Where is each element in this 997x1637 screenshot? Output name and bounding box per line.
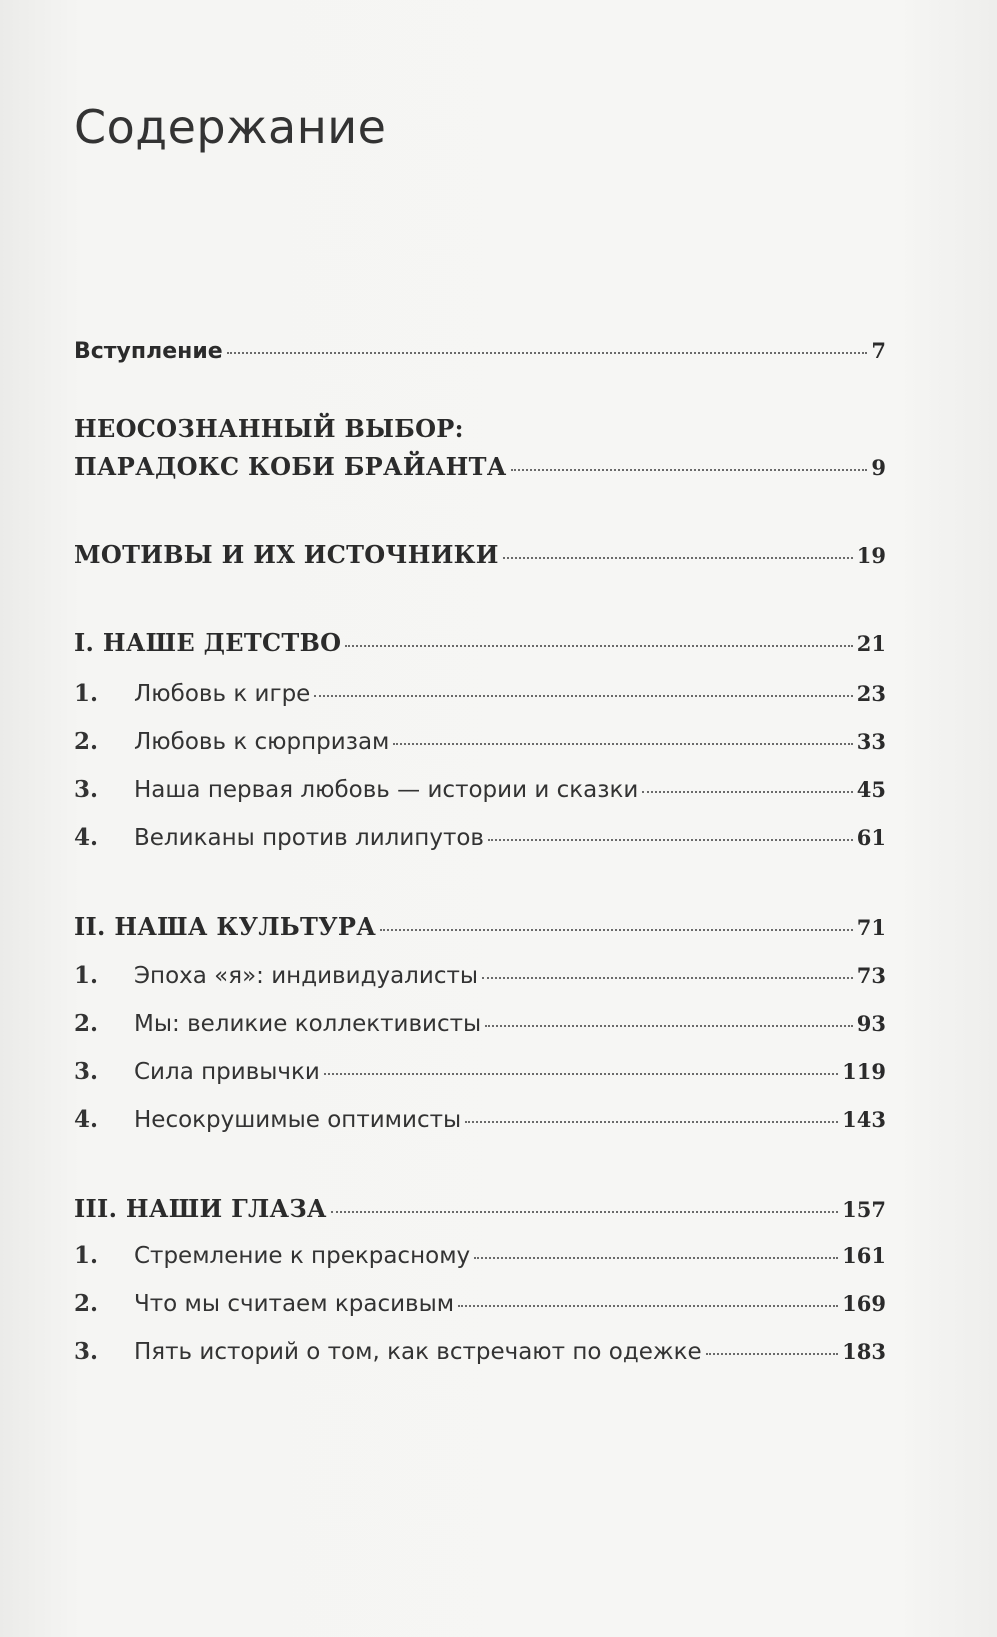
toc-label: Пять историй о том, как встречают по одежке — [134, 1339, 702, 1365]
toc-entry-section1-item4[interactable] — [74, 824, 886, 851]
toc-leader — [503, 557, 853, 559]
toc-page-number: 23 — [856, 681, 886, 706]
toc-entry-section2[interactable] — [74, 912, 886, 941]
toc-page-number: 143 — [842, 1107, 886, 1132]
toc-page-number: 7 — [871, 338, 886, 363]
toc-label: ПАРАДОКС КОБИ БРАЙАНТА — [74, 452, 507, 481]
toc-leader — [488, 839, 853, 841]
toc-entry-section3-item2[interactable] — [74, 1290, 886, 1317]
toc-entry-intro[interactable] — [74, 338, 886, 364]
toc-page-number: 157 — [842, 1197, 886, 1222]
toc-leader — [458, 1305, 838, 1307]
toc-entry-section1[interactable] — [74, 628, 886, 657]
toc-leader — [482, 977, 853, 979]
toc-item-number: 3. — [74, 1338, 99, 1365]
toc-label: Любовь к игре — [134, 681, 311, 707]
toc-label: Эпоха «я»: индивидуалисты — [134, 963, 479, 989]
toc-page-number: 119 — [842, 1059, 886, 1084]
toc-leader — [474, 1257, 838, 1259]
toc-item-number: 2. — [74, 1010, 99, 1037]
toc-entry-section1-item1[interactable] — [74, 680, 886, 707]
toc-entry-section2-item3[interactable] — [74, 1058, 886, 1085]
toc-leader — [331, 1211, 838, 1213]
toc-leader — [314, 695, 852, 697]
toc-leader — [465, 1121, 838, 1123]
toc-page-number: 9 — [871, 455, 886, 480]
toc-page-number: 45 — [856, 777, 886, 802]
toc-label: МОТИВЫ И ИХ ИСТОЧНИКИ — [74, 540, 499, 569]
toc-entry-chapter1[interactable] — [74, 452, 886, 481]
toc-entry-motives[interactable] — [74, 540, 886, 569]
toc-entry-section1-item3[interactable] — [74, 776, 886, 803]
toc-page-number: 161 — [842, 1243, 886, 1268]
toc-item-number: 2. — [74, 728, 99, 755]
toc-leader — [706, 1353, 838, 1355]
toc-label: I. НАШЕ ДЕТСТВО — [74, 628, 342, 657]
toc-item-number: 1. — [74, 680, 99, 707]
toc-item-number: 1. — [74, 1242, 99, 1269]
toc-entry-section1-item2[interactable] — [74, 728, 886, 755]
toc-leader — [345, 645, 852, 647]
toc-item-number: 4. — [74, 1106, 99, 1133]
toc-item-number: 3. — [74, 1058, 99, 1085]
toc-leader — [380, 929, 853, 931]
page-title: Содержание — [74, 100, 387, 154]
toc-entry-section2-item2[interactable] — [74, 1010, 886, 1037]
toc-entry-section3-item1[interactable] — [74, 1242, 886, 1269]
toc-leader — [227, 352, 868, 354]
toc-label: Сила привычки — [134, 1059, 320, 1085]
toc-leader — [485, 1025, 853, 1027]
toc-label: Стремление к прекрасному — [134, 1243, 471, 1269]
toc-label: III. НАШИ ГЛАЗА — [74, 1194, 327, 1223]
toc-entry-chapter1-line1[interactable]: НЕОСОЗНАННЫЙ ВЫБОР: — [74, 414, 464, 443]
toc-label: Вступление — [74, 339, 223, 364]
toc-item-number: 3. — [74, 776, 99, 803]
toc-page-number: 33 — [856, 729, 886, 754]
toc-label: II. НАША КУЛЬТУРА — [74, 912, 377, 941]
toc-label: Любовь к сюрпризам — [134, 729, 390, 755]
toc-item-number: 2. — [74, 1290, 99, 1317]
toc-leader — [642, 791, 852, 793]
toc-item-number: 4. — [74, 824, 99, 851]
toc-page-number: 183 — [842, 1339, 886, 1364]
toc-label: Мы: великие коллективисты — [134, 1011, 482, 1037]
toc-leader — [393, 743, 852, 745]
toc-page-number: 93 — [856, 1011, 886, 1036]
toc-page-number: 71 — [856, 915, 886, 940]
toc-entry-section2-item1[interactable] — [74, 962, 886, 989]
toc-page-number: 169 — [842, 1291, 886, 1316]
toc-entry-section2-item4[interactable] — [74, 1106, 886, 1133]
toc-page-number: 61 — [856, 825, 886, 850]
toc-entry-section3-item3[interactable] — [74, 1338, 886, 1365]
toc-label: Великаны против лилипутов — [134, 825, 484, 851]
toc-label: Что мы считаем красивым — [134, 1291, 455, 1317]
toc-leader — [511, 469, 868, 471]
toc-entry-section3[interactable] — [74, 1194, 886, 1223]
toc-label: Наша первая любовь — истории и сказки — [134, 777, 639, 803]
toc-label: Несокрушимые оптимисты — [134, 1107, 462, 1133]
toc-page-number: 73 — [856, 963, 886, 988]
toc-item-number: 1. — [74, 962, 99, 989]
toc-leader — [324, 1073, 838, 1075]
toc-page-number: 19 — [856, 543, 886, 568]
toc-page-number: 21 — [856, 631, 886, 656]
